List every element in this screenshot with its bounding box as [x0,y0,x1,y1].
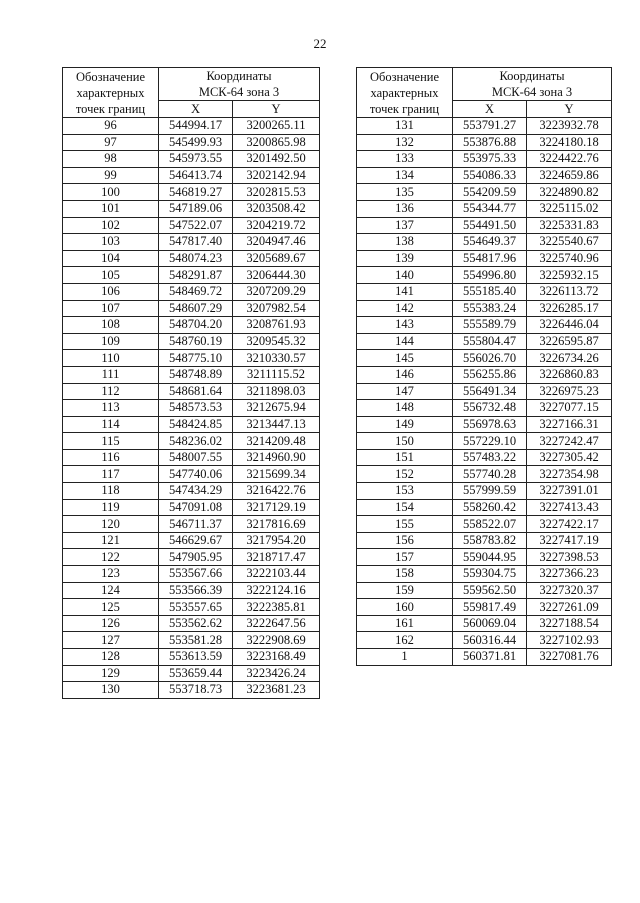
x-coordinate: 548681.64 [159,383,233,400]
x-coordinate: 557999.59 [453,483,527,500]
x-coordinate: 553613.59 [159,649,233,666]
point-number: 112 [63,383,159,400]
y-coordinate: 3225115.02 [527,200,612,217]
x-coordinate: 554996.80 [453,267,527,284]
x-coordinate: 548704.20 [159,317,233,334]
table-row [357,483,612,500]
x-coordinate: 548291.87 [159,267,233,284]
coordinates-header [159,68,320,85]
table-row [63,466,320,483]
point-number: 102 [63,217,159,234]
y-coordinate: 3222647.56 [233,615,320,632]
table-row [63,400,320,417]
y-coordinate: 3226285.17 [527,300,612,317]
x-coordinate: 558783.82 [453,532,527,549]
coordinate-system-header: МСК-64 зона 3 [453,84,612,101]
point-number: 160 [357,599,453,616]
x-coordinate: 554209.59 [453,184,527,201]
table-row [357,632,612,649]
x-coordinate: 559304.75 [453,566,527,583]
y-coordinate: 3225740.96 [527,250,612,267]
y-coordinate: 3224890.82 [527,184,612,201]
point-number: 109 [63,333,159,350]
point-number: 98 [63,151,159,168]
x-coordinate: 548607.29 [159,300,233,317]
table-row [357,615,612,632]
table-row [357,167,612,184]
table-row [63,333,320,350]
x-coordinate: 553876.88 [453,134,527,151]
table-row [63,234,320,251]
table-row [357,317,612,334]
table-row [357,333,612,350]
point-number: 99 [63,167,159,184]
y-coordinate: 3227305.42 [527,449,612,466]
designation-header-line-1: Обозначение [75,69,146,84]
table-row [63,184,320,201]
point-number: 153 [357,483,453,500]
y-coordinate: 3217954.20 [233,532,320,549]
y-coordinate: 3227188.54 [527,615,612,632]
table-row [63,632,320,649]
table-row [357,118,612,135]
y-coordinate: 3204219.72 [233,217,320,234]
table-row [63,267,320,284]
point-number: 154 [357,499,453,516]
y-coordinate: 3201492.50 [233,151,320,168]
point-number: 151 [357,449,453,466]
x-coordinate: 553562.62 [159,615,233,632]
point-number: 140 [357,267,453,284]
x-coordinate: 545973.55 [159,151,233,168]
point-number: 133 [357,151,453,168]
table-row [357,350,612,367]
point-number: 119 [63,499,159,516]
y-coordinate: 3227417.19 [527,532,612,549]
table-row [357,549,612,566]
y-coordinate: 3200865.98 [233,134,320,151]
point-number: 145 [357,350,453,367]
table-row [357,433,612,450]
table-row [63,549,320,566]
x-coordinate: 554817.96 [453,250,527,267]
table-header [357,68,612,118]
y-coordinate: 3209545.32 [233,333,320,350]
x-coordinate: 557229.10 [453,433,527,450]
point-number: 127 [63,632,159,649]
table-row [357,582,612,599]
table-row [357,250,612,267]
y-coordinate: 3223681.23 [233,682,320,699]
table-row [63,483,320,500]
y-coordinate: 3227261.09 [527,599,612,616]
x-coordinate: 556491.34 [453,383,527,400]
table-row [63,516,320,533]
point-number: 137 [357,217,453,234]
x-coordinate: 553975.33 [453,151,527,168]
designation-header-line-3: точек границ [75,101,146,116]
y-coordinate: 3227166.31 [527,416,612,433]
x-coordinate: 556978.63 [453,416,527,433]
point-number: 123 [63,566,159,583]
y-coordinate: 3227366.23 [527,566,612,583]
table-row [357,466,612,483]
point-number: 146 [357,366,453,383]
y-coordinate: 3203508.42 [233,200,320,217]
point-number: 152 [357,466,453,483]
x-coordinate: 553567.66 [159,566,233,583]
table-row [357,416,612,433]
y-header: Y [527,101,612,118]
table-row [63,217,320,234]
table-row [63,118,320,135]
point-number: 148 [357,400,453,417]
point-number: 117 [63,466,159,483]
table-row [63,134,320,151]
table-row [63,350,320,367]
x-coordinate: 546711.37 [159,516,233,533]
table-row [63,499,320,516]
table-row [63,317,320,334]
table-row [63,582,320,599]
point-number: 104 [63,250,159,267]
point-number: 139 [357,250,453,267]
x-coordinate: 559044.95 [453,549,527,566]
table-row [357,300,612,317]
table-row [357,283,612,300]
x-coordinate: 554649.37 [453,234,527,251]
x-coordinate: 555383.24 [453,300,527,317]
y-coordinate: 3202815.53 [233,184,320,201]
x-coordinate: 547189.06 [159,200,233,217]
x-coordinate: 553566.39 [159,582,233,599]
y-coordinate: 3211898.03 [233,383,320,400]
designation-header [357,68,453,118]
point-number: 149 [357,416,453,433]
point-number: 97 [63,134,159,151]
table-row [63,383,320,400]
y-coordinate: 3225331.83 [527,217,612,234]
table-row [63,283,320,300]
y-coordinate: 3223932.78 [527,118,612,135]
x-coordinate: 546819.27 [159,184,233,201]
y-coordinate: 3206444.30 [233,267,320,284]
point-number: 106 [63,283,159,300]
coordinates-table-right [356,67,612,666]
point-number: 105 [63,267,159,284]
table-row [357,184,612,201]
point-number: 110 [63,350,159,367]
designation-header-line-2: характерных [370,85,439,100]
x-coordinate: 547905.95 [159,549,233,566]
table-row [357,383,612,400]
table-row [63,250,320,267]
table-row [357,516,612,533]
point-number: 1 [357,649,453,666]
y-coordinate: 3204947.46 [233,234,320,251]
coordinate-system-header: МСК-64 зона 3 [159,84,320,101]
page-number: 22 [313,36,327,51]
point-number: 103 [63,234,159,251]
table-row [63,682,320,699]
coordinates-header [453,68,612,85]
y-coordinate: 3216422.76 [233,483,320,500]
x-coordinate: 558522.07 [453,516,527,533]
table-row [357,449,612,466]
x-coordinate: 546413.74 [159,167,233,184]
point-number: 135 [357,184,453,201]
point-number: 134 [357,167,453,184]
y-coordinate: 3222908.69 [233,632,320,649]
table-row [63,433,320,450]
x-coordinate: 554086.33 [453,167,527,184]
x-coordinate: 548236.02 [159,433,233,450]
y-coordinate: 3222124.16 [233,582,320,599]
x-coordinate: 553791.27 [453,118,527,135]
point-number: 120 [63,516,159,533]
point-number: 156 [357,532,453,549]
y-coordinate: 3224659.86 [527,167,612,184]
table-row [357,134,612,151]
x-coordinate: 559817.49 [453,599,527,616]
table-row [63,615,320,632]
table-row [63,566,320,583]
x-coordinate: 555589.79 [453,317,527,334]
table-row [357,566,612,583]
y-coordinate: 3225932.15 [527,267,612,284]
y-coordinate: 3214209.48 [233,433,320,450]
y-coordinate: 3214960.90 [233,449,320,466]
point-number: 155 [357,516,453,533]
point-number: 142 [357,300,453,317]
point-number: 159 [357,582,453,599]
point-number: 101 [63,200,159,217]
y-coordinate: 3227081.76 [527,649,612,666]
table-row [357,499,612,516]
point-number: 136 [357,200,453,217]
y-coordinate: 3217129.19 [233,499,320,516]
x-coordinate: 546629.67 [159,532,233,549]
point-number: 121 [63,532,159,549]
designation-header-line-1: Обозначение [369,69,440,84]
y-coordinate: 3200265.11 [233,118,320,135]
y-coordinate: 3218717.47 [233,549,320,566]
x-coordinate: 556026.70 [453,350,527,367]
x-coordinate: 547434.29 [159,483,233,500]
x-coordinate: 553581.28 [159,632,233,649]
x-coordinate: 558260.42 [453,499,527,516]
y-coordinate: 3211115.52 [233,366,320,383]
x-header: X [453,101,527,118]
table-row [63,599,320,616]
table-row [357,599,612,616]
point-number: 100 [63,184,159,201]
point-number: 96 [63,118,159,135]
x-coordinate: 560371.81 [453,649,527,666]
table-row [357,151,612,168]
point-number: 115 [63,433,159,450]
x-coordinate: 544994.17 [159,118,233,135]
y-coordinate: 3227391.01 [527,483,612,500]
y-coordinate: 3227320.37 [527,582,612,599]
point-number: 141 [357,283,453,300]
y-coordinate: 3226595.87 [527,333,612,350]
table-row [63,366,320,383]
x-coordinate: 547091.08 [159,499,233,516]
y-coordinate: 3224180.18 [527,134,612,151]
point-number: 162 [357,632,453,649]
y-coordinate: 3202142.94 [233,167,320,184]
x-coordinate: 547522.07 [159,217,233,234]
y-coordinate: 3227413.43 [527,499,612,516]
y-header: Y [233,101,320,118]
x-coordinate: 554491.50 [453,217,527,234]
point-number: 158 [357,566,453,583]
table-row [63,300,320,317]
y-coordinate: 3208761.93 [233,317,320,334]
table-row [63,649,320,666]
table-row [63,416,320,433]
y-coordinate: 3223168.49 [233,649,320,666]
y-coordinate: 3213447.13 [233,416,320,433]
point-number: 126 [63,615,159,632]
table-header [63,68,320,118]
x-coordinate: 557740.28 [453,466,527,483]
x-coordinate: 553659.44 [159,665,233,682]
x-coordinate: 560069.04 [453,615,527,632]
table-row [357,234,612,251]
y-coordinate: 3226734.26 [527,350,612,367]
x-coordinate: 547817.40 [159,234,233,251]
y-coordinate: 3227242.47 [527,433,612,450]
x-coordinate: 548573.53 [159,400,233,417]
y-coordinate: 3222385.81 [233,599,320,616]
x-coordinate: 545499.93 [159,134,233,151]
table-row [63,449,320,466]
x-coordinate: 553557.65 [159,599,233,616]
y-coordinate: 3222103.44 [233,566,320,583]
x-coordinate: 555804.47 [453,333,527,350]
point-number: 107 [63,300,159,317]
point-number: 113 [63,400,159,417]
point-number: 118 [63,483,159,500]
y-coordinate: 3207209.29 [233,283,320,300]
point-number: 161 [357,615,453,632]
y-coordinate: 3224422.76 [527,151,612,168]
point-number: 138 [357,234,453,251]
x-coordinate: 548074.23 [159,250,233,267]
table-row [357,267,612,284]
x-coordinate: 547740.06 [159,466,233,483]
y-coordinate: 3212675.94 [233,400,320,417]
point-number: 144 [357,333,453,350]
x-coordinate: 557483.22 [453,449,527,466]
x-coordinate: 548007.55 [159,449,233,466]
y-coordinate: 3227422.17 [527,516,612,533]
y-coordinate: 3226113.72 [527,283,612,300]
designation-header [63,68,159,118]
y-coordinate: 3226860.83 [527,366,612,383]
y-coordinate: 3210330.57 [233,350,320,367]
point-number: 111 [63,366,159,383]
point-number: 147 [357,383,453,400]
y-coordinate: 3207982.54 [233,300,320,317]
table-row [357,217,612,234]
y-coordinate: 3226975.23 [527,383,612,400]
x-coordinate: 555185.40 [453,283,527,300]
y-coordinate: 3227077.15 [527,400,612,417]
y-coordinate: 3225540.67 [527,234,612,251]
y-coordinate: 3227102.93 [527,632,612,649]
y-coordinate: 3227354.98 [527,466,612,483]
x-coordinate: 554344.77 [453,200,527,217]
point-number: 122 [63,549,159,566]
x-coordinate: 548469.72 [159,283,233,300]
x-coordinate: 556255.86 [453,366,527,383]
x-coordinate: 553718.73 [159,682,233,699]
coordinates-table-left [62,67,320,699]
x-coordinate: 560316.44 [453,632,527,649]
table-row [63,532,320,549]
designation-header-line-3: точек границ [369,101,440,116]
x-header: X [159,101,233,118]
point-number: 131 [357,118,453,135]
point-number: 125 [63,599,159,616]
point-number: 130 [63,682,159,699]
point-number: 129 [63,665,159,682]
table-row [357,400,612,417]
x-coordinate: 556732.48 [453,400,527,417]
x-coordinate: 559562.50 [453,582,527,599]
coordinates-header-line-1: Координаты [206,69,272,83]
table-row [357,532,612,549]
point-number: 108 [63,317,159,334]
point-number: 150 [357,433,453,450]
x-coordinate: 548775.10 [159,350,233,367]
y-coordinate: 3215699.34 [233,466,320,483]
table-row [63,200,320,217]
y-coordinate: 3226446.04 [527,317,612,334]
x-coordinate: 548424.85 [159,416,233,433]
coordinates-header-line-1: Координаты [499,69,565,83]
point-number: 116 [63,449,159,466]
table-row [63,665,320,682]
designation-header-line-2: характерных [76,85,145,100]
y-coordinate: 3217816.69 [233,516,320,533]
x-coordinate: 548760.19 [159,333,233,350]
point-number: 128 [63,649,159,666]
point-number: 114 [63,416,159,433]
table-row [357,366,612,383]
point-number: 157 [357,549,453,566]
table-row [63,167,320,184]
y-coordinate: 3205689.67 [233,250,320,267]
y-coordinate: 3227398.53 [527,549,612,566]
table-row [357,649,612,666]
table-row [63,151,320,168]
y-coordinate: 3223426.24 [233,665,320,682]
point-number: 124 [63,582,159,599]
x-coordinate: 548748.89 [159,366,233,383]
table-row [357,200,612,217]
point-number: 132 [357,134,453,151]
point-number: 143 [357,317,453,334]
